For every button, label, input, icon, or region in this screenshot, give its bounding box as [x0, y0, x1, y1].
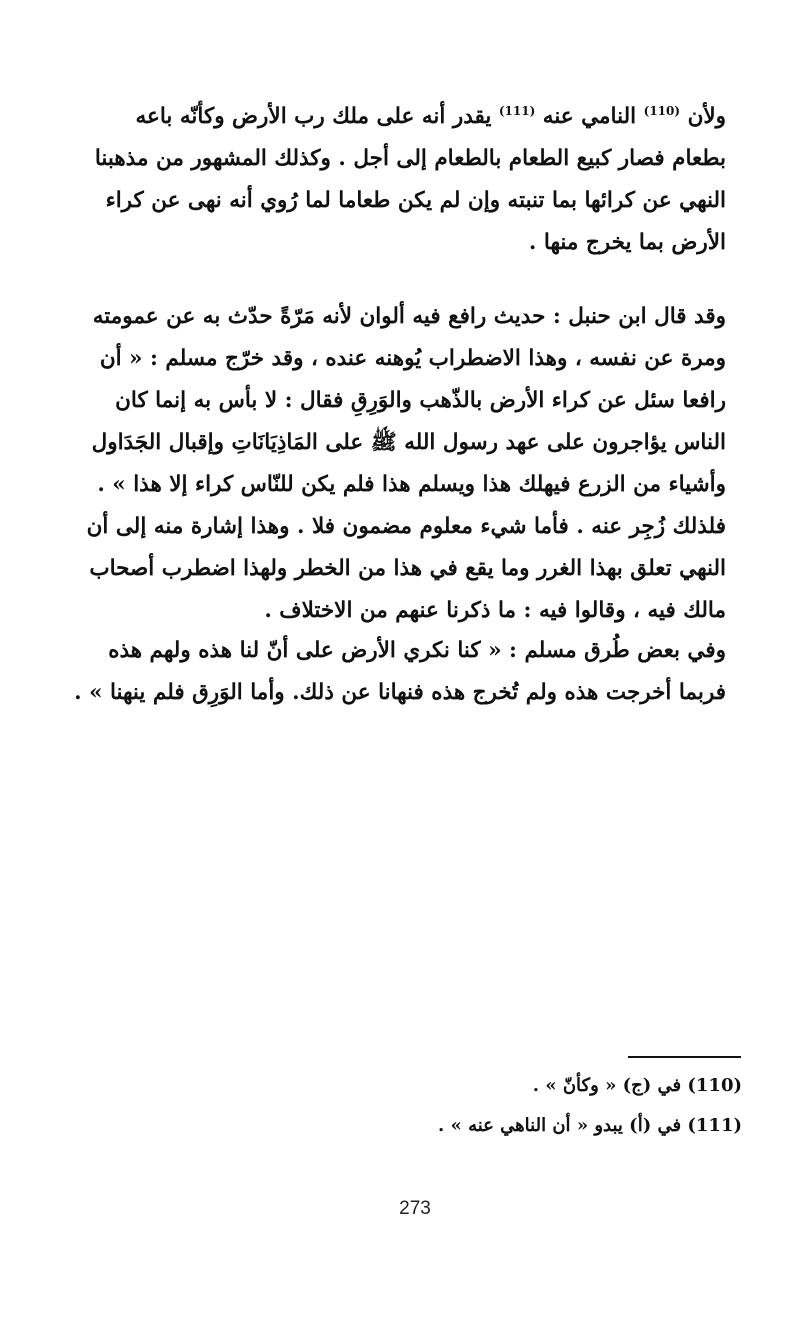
paragraph-1 [48, 96, 726, 264]
paragraph-3 [48, 630, 726, 714]
text-line: وأشياء من الزرع فيهلك هذا ويسلم هذا فلم يكن للنّاس كراء إلا هذا » . [97, 472, 726, 497]
text-line: فربما أخرجت هذه ولم تُخرج هذه فنهانا عن ذلك. وأما الوَرِق فلم ينهنا » . [74, 680, 726, 705]
text-line: الناس يؤاجرون على عهد رسول الله ﷺ على المَاذِيَانَاتِ وإقبال الجَدَاول [91, 430, 726, 455]
footnote-110: (110) في (ج) « وكأنّ » . [532, 1075, 742, 1096]
footnotes [380, 1066, 742, 1146]
text-line: مالك فيه ، وقالوا فيه : ما ذكرنا عنهم من الاختلاف . [264, 598, 726, 623]
footnote-separator [628, 1056, 741, 1058]
text-fragment: النامي عنه [542, 104, 637, 129]
text-line: وفي بعض طُرق مسلم : « كنا نكري الأرض على أنّ لنا هذه ولهم هذه [108, 638, 726, 663]
text-fragment: يقدر أنه على ملك رب الأرض وكأنّه باعه [135, 104, 492, 129]
text-line: وقد قال ابن حنبل : حديث رافع فيه ألوان لأنه مَرّةً حدّث به عن عمومته [92, 304, 726, 329]
text-line: ومرة عن نفسه ، وهذا الاضطراب يُوهنه عنده ، وقد خرّج مسلم : « أن [99, 346, 726, 371]
page-number: 273 [399, 1198, 431, 1219]
text-line: فلذلك زُجِر عنه . فأما شيء معلوم مضمون فلا . وهذا إشارة منه إلى أن [86, 514, 726, 539]
paragraph-2 [48, 296, 726, 632]
footnote-reference-111: (111) [498, 103, 536, 118]
text-fragment: ولأن [687, 104, 726, 129]
footnote-reference-110: (110) [643, 103, 681, 118]
text-line [48, 96, 726, 138]
text-line: الأرض بما يخرج منها . [528, 230, 726, 255]
text-line: رافعا سئل عن كراء الأرض بالذّهب والوَرِقِ فقال : لا بأس به إنما كان [115, 388, 726, 413]
text-line: النهي تعلق بهذا الغرر وما يقع في هذا من الخطر ولهذا اضطرب أصحاب [89, 556, 726, 581]
footnote-111: (111) في (أ) يبدو « أن الناهي عنه » . [438, 1115, 742, 1136]
text-line: بطعام فصار كبيع الطعام بالطعام إلى أجل . وكذلك المشهور من مذهبنا [94, 146, 726, 171]
text-line: النهي عن كرائها بما تنبته وإن لم يكن طعاما لما رُوي أنه نهى عن كراء [105, 188, 726, 213]
